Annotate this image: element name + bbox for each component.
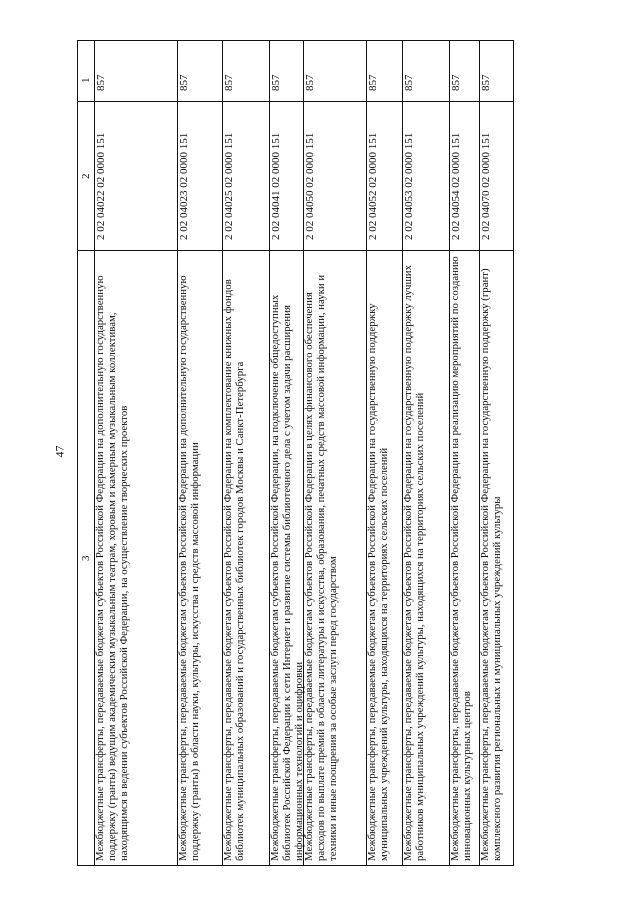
header-col-1: 1 xyxy=(80,77,92,83)
row-4-col-2: 2 02 04041 02 0000 151 xyxy=(270,132,282,240)
header-col-3: 3 xyxy=(80,555,92,561)
row-7-col-2: 2 02 04053 02 0000 151 xyxy=(403,132,415,240)
row-6-col-3: Межбюджетные трансферты, передаваемые бюджетам субъектов Российской Федерации на государственную поддержку муниципальных учреждений культуры, находящихся на территориях сельских поселений xyxy=(366,303,390,861)
row-8-col-2: 2 02 04054 02 0000 151 xyxy=(450,132,462,240)
column-divider xyxy=(78,250,513,251)
page-number: 47 xyxy=(52,445,67,458)
row-8-col-3: Межбюджетные трансферты, передаваемые бюджетам субъектов Российской Федерации на реализацию мероприятий по созданию инновационных культурных центров xyxy=(449,256,473,861)
header-col-2: 2 xyxy=(80,173,92,179)
row-5-col-1: 857 xyxy=(304,74,316,91)
row-2-col-3: Межбюджетные трансферты, передаваемые бюджетам субъектов Российской Федерации на дополнительную государственную поддержку (гранты) в области науки, культуры, искусства и средств массовой информации xyxy=(177,275,201,861)
row-9-col-2: 2 02 04070 02 0000 151 xyxy=(480,132,492,240)
row-3-col-2: 2 02 04025 02 0000 151 xyxy=(223,132,235,240)
row-6-col-2: 2 02 04052 02 0000 151 xyxy=(367,132,379,240)
row-3-col-3: Межбюджетные трансферты, передаваемые бюджетам субъектов Российской Федерации на комплектование книжных фондов библиотек муниципальных образований и государственных библиотек городов Москвы и Санкт-Петербурга xyxy=(222,279,246,861)
row-2-col-2: 2 02 04023 02 0000 151 xyxy=(178,132,190,240)
row-8-col-1: 857 xyxy=(450,74,462,91)
row-4-col-3: Межбюджетные трансферты, передаваемые бюджетам субъектов Российской Федерации, на подключение общедоступных библиотек Российской Федерации к сети Интернет и развитие системы библиотечного дела с учетом задачи расширения информационных технологий и оцифровки xyxy=(269,294,305,861)
row-1-col-3: Межбюджетные трансферты, передаваемые бюджетам субъектов Российской Федерации на дополнительную государственную поддержку (гранты) ведущим академическим музыкальным театрам, хоровым и камерным музыкальным коллективам, находящимся в ведении субъектов Российской Федерации, на осуществление творческих проектов xyxy=(94,275,130,861)
row-5-col-3: Межбюджетные трансферты, передаваемые бюджетам субъектов Российской Федерации в целях финансового обеспечения расходов по выплате премий в области литературы и искусства, образования, печатных средств массовой информации, науки и техники и иные поощрения за особые заслуги перед государством xyxy=(303,274,339,861)
row-1-col-2: 2 02 04022 02 0000 151 xyxy=(95,132,107,240)
row-2-col-1: 857 xyxy=(178,74,190,91)
row-7-col-1: 857 xyxy=(403,74,415,91)
data-table xyxy=(77,40,514,866)
row-9-col-3: Межбюджетные трансферты, передаваемые бюджетам субъектов Российской Федерации на государственную поддержку (грант) комплексного развития региональных и муниципальных учреждений культуры xyxy=(479,268,503,861)
row-6-col-1: 857 xyxy=(367,74,379,91)
row-9-col-1: 857 xyxy=(480,74,492,91)
row-3-col-1: 857 xyxy=(223,74,235,91)
row-1-col-1: 857 xyxy=(95,74,107,91)
row-5-col-2: 2 02 04050 02 0000 151 xyxy=(304,132,316,240)
column-divider xyxy=(78,101,513,102)
row-7-col-3: Межбюджетные трансферты, передаваемые бюджетам субъектов Российской Федерации на государственную поддержку лучших работников муниципальных учреждений культуры, находящихся на территориях сельских поселений xyxy=(402,265,426,861)
row-4-col-1: 857 xyxy=(270,74,282,91)
